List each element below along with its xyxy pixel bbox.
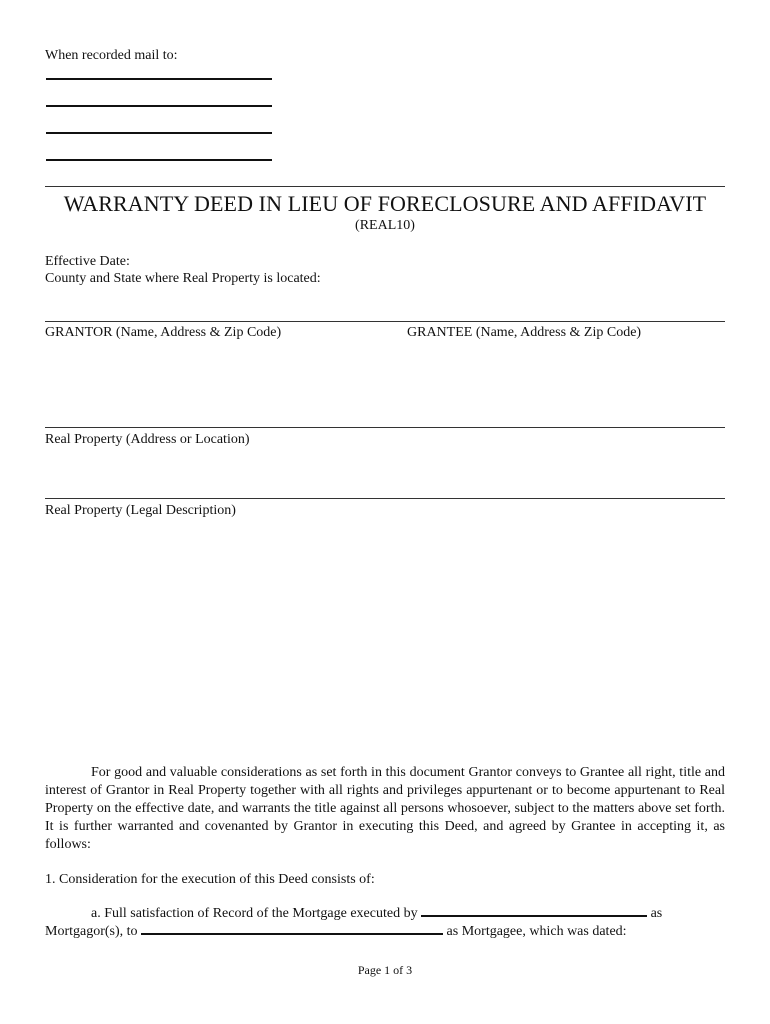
- mortgagee-blank[interactable]: [141, 921, 443, 935]
- grantor-label: GRANTOR (Name, Address & Zip Code): [45, 325, 282, 340]
- property-address-label: Real Property (Address or Location): [45, 432, 250, 447]
- form-code: (REAL10): [355, 218, 415, 233]
- grantee-label: GRANTEE (Name, Address & Zip Code): [407, 325, 642, 340]
- satisfaction-prefix: a. Full satisfaction of Record of the Mortgage executed by: [91, 906, 418, 921]
- satisfaction-line: [91, 903, 662, 922]
- conveyance-paragraph: [45, 764, 725, 854]
- recorded-mail-label: When recorded mail to:: [45, 48, 178, 63]
- mail-to-line-1[interactable]: [46, 78, 272, 80]
- document-title: WARRANTY DEED IN LIEU OF FORECLOSURE AND AFFIDAVIT: [63, 191, 707, 216]
- effective-date-label: Effective Date:: [45, 254, 130, 269]
- page-number: Page 1 of 3: [357, 963, 413, 977]
- mail-to-line-4[interactable]: [46, 159, 272, 161]
- mortgagee-line: [45, 921, 627, 940]
- divider: [45, 186, 725, 187]
- mail-to-line-2[interactable]: [46, 105, 272, 107]
- divider: [45, 427, 725, 428]
- divider: [45, 498, 725, 499]
- consideration-item: 1. Consideration for the execution of this Deed consists of:: [45, 872, 375, 887]
- mail-to-line-3[interactable]: [46, 132, 272, 134]
- conveyance-text: For good and valuable considerations as set forth in this document Grantor conveys to Grantee all right, title and interest of Grantor in Real Property together with all rights and privileges appurtenant or to become appurtenant to Real Property on the effective date, and warrants the title against all persons whosoever, subject to the matters above set forth. It is further warranted and covenanted by Grantor in executing this Deed, and agreed by Grantee in accepting it, as follows:: [45, 765, 725, 852]
- county-state-label: County and State where Real Property is located:: [45, 271, 321, 286]
- mortgagor-blank[interactable]: [421, 903, 647, 917]
- as-text: as: [650, 906, 663, 921]
- divider: [45, 321, 725, 322]
- mortgagor-text: Mortgagor(s), to: [45, 924, 138, 939]
- property-legal-label: Real Property (Legal Description): [45, 503, 236, 518]
- mortgagee-text: as Mortgagee, which was dated:: [446, 924, 627, 939]
